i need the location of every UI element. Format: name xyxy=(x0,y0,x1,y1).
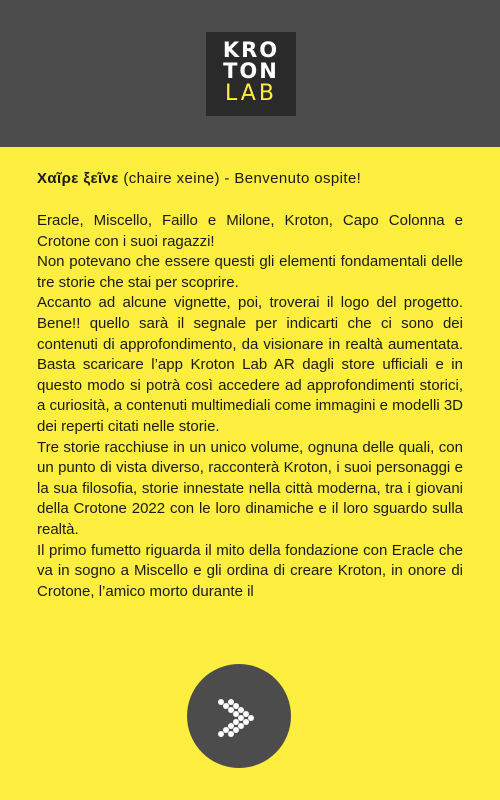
logo-line-2: TON xyxy=(223,59,279,83)
greeting xyxy=(37,169,463,189)
paragraph-3: Accanto ad alcune vignette, poi, troverai il logo del progetto. Bene!! quello sarà il segnale per indicarti che ci sono dei contenuti di approfondimento, da visionare in realtà aumentata. Basta scaricare l’app Kroton Lab AR dagli store ufficiali e in questo modo si potrà così accedere ad approfondimenti storici, a curiosità, a contenuti multimediali come immagini e modelli 3D dei reperti citati nelle storie. xyxy=(37,294,464,435)
paragraph-5: Il primo fumetto riguarda il mito della fondazione con Eracle che va in sogno a Miscello e gli ordina di creare Kroton, in onore di Crotone, l’amico morto durante il xyxy=(37,541,463,600)
paragraph-2: Non potevano che essere questi gli elementi fondamentali delle tre storie che stai per scoprire. xyxy=(37,253,463,291)
intro-text xyxy=(37,169,463,602)
next-page-button[interactable] xyxy=(187,664,291,768)
header-bar xyxy=(0,0,500,147)
greeting-translation: (chaire xeine) - Benvenuto ospite! xyxy=(118,170,362,187)
logo-line-1: KRO xyxy=(222,38,280,62)
paragraph-1: Eracle, Miscello, Faillo e Milone, Kroton, Capo Colonna e Crotone con i suoi ragazzi! xyxy=(37,212,463,250)
logo-line-3: LAB xyxy=(225,81,277,106)
dotted-chevron-right-icon xyxy=(187,664,291,768)
greeting-greek: Χαῖρε ξεῖνε xyxy=(37,170,119,187)
paragraph-4: Tre storie racchiuse in un unico volume, ognuna delle quali, con un punto di vista diverso, racconterà Kroton, i suoi personaggi e la sua filosofia, storie innestate nella città moderna, tra i giovani della Crotone 2022 con le loro dinamiche e il loro sguardo sulla realtà. xyxy=(37,438,463,538)
kroton-lab-logo xyxy=(206,32,296,116)
